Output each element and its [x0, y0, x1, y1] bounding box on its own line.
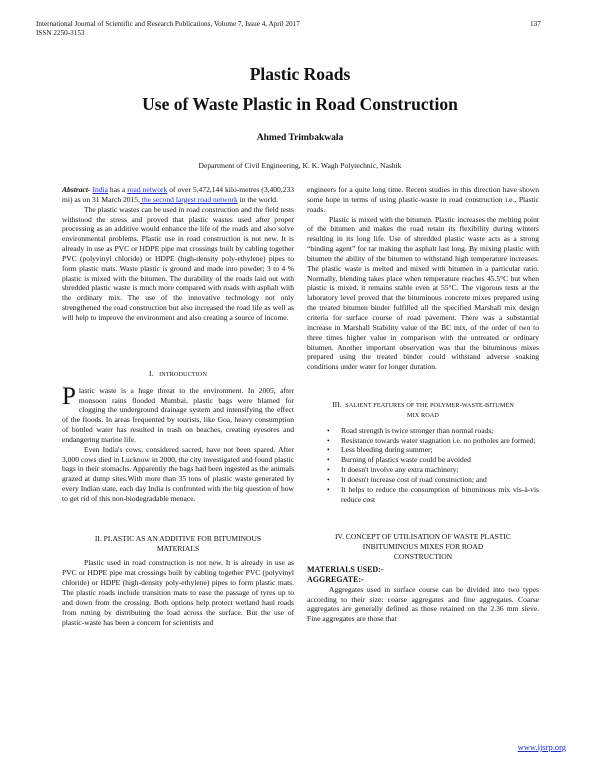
list-item: • Burning of plastics waste could be avoided: [307, 455, 539, 465]
author: Ahmed Trimbakwala: [256, 133, 344, 143]
list-item: • Road strength is twice stronger than normal roads;: [307, 426, 539, 436]
issn: ISSN 2250-3153: [36, 29, 85, 37]
section-heading-concept-line3: CONSTRUCTION: [393, 552, 453, 562]
link-second-largest[interactable]: the second largest road network: [139, 194, 238, 204]
section-number: I.: [148, 368, 154, 378]
section-heading-concept: IV. CONCEPT OF UTILISATION OF WASTE PLASTIC: [335, 532, 511, 542]
section-heading-plastic-additive: II. PLASTIC AS AN ADDITIVE FOR BITUMINOUS: [94, 533, 262, 543]
subheading-materials: MATERIALS USED:-: [307, 565, 384, 574]
paper-title-line2: Use of Waste Plastic in Road Construction: [142, 94, 458, 114]
bitumen-paragraph: Plastic is mixed with the bitumen. Plastic increases the melting point of the bitumen and makes the road retain its flexibility during winters resulting in its long life. Use of shredded plastic waste acts as a strong “binding agent” for tar making the asphalt last long. By mixing plastic with bitumen the ability of the bitumen to withstand high temperature increases. The plastic waste is melted and mixed with bitumen in a particular ratio. Normally, blending takes place when temperature reaches 45.5°C but when plastic is mixed, it remains stable even at 55°C. The vigorous tests at the laboratory level proved that the bituminous concrete mixes prepared using the treated bitumen binder fulfilled all the specified Marshall mix design criteria for surface course of road pavement. There was a substantial increase in Marshall Stability value of the BC mix, of the order of two to three times higher value in comparison with the untreated or ordinary bitumen. Another important observation was that the bituminous mixes prepared using the treated binder could withstand adverse soaking conditions under water for longer duration.: [307, 214, 539, 372]
aggregate-paragraph: Aggregates used in surface course can be divided into two types according to their size: coarse aggregates and fine aggregates. Coarse aggregates are generally defined as those retained on the 2.36 mm sieve. Fine aggregates are those that: [307, 584, 539, 624]
subheading-aggregate: AGGREGATE:-: [307, 574, 364, 584]
journal-name: International Journal of Scientific and Research Publications, Volume 7, Issue 4, April 2017: [36, 20, 300, 28]
section-title: SALIENT FEATURES OF THE POLYMER-WASTE-BITUMEN: [345, 402, 514, 410]
running-header: [36, 20, 456, 38]
list-item: • Resistance towards water stagnation i.e. no potholes are formed;: [307, 436, 539, 446]
right-column: [307, 185, 539, 624]
abstract-label: Abstract-: [62, 185, 91, 194]
paper-title-line1: Plastic Roads: [249, 64, 351, 84]
section-heading-salient-features-line2: MIX ROAD: [407, 411, 439, 419]
intro-paragraph-2: Even India's cows, considered sacred, have not been spared. After 3,000 cows died in Lucknow in 2000, the city investigated and found plastic bags in their stomachs. Apparently the bags had been ingested as the animals grazed at dump sites.With more than 35 tons of plastic waste generated by every Indian state, each day India is confronted with the big question of how to get rid of this non-biodegradable menace.: [62, 444, 295, 503]
section-heading-introduction: [62, 369, 294, 380]
footer-website-link[interactable]: www.ijsrp.org: [517, 742, 566, 752]
abstract: [62, 185, 294, 205]
link-road-network[interactable]: road network: [127, 185, 168, 194]
abstract-text: of over 5,472,144 kilo-metres (3,400,233 mi) as on 31 March 2015,: [62, 185, 295, 204]
list-item: • It helps to reduce the consumption of bituminous mix vis-à-vis reduce cost: [307, 485, 539, 505]
abstract-text: has a: [107, 185, 128, 194]
section-heading-plastic-additive-line2: MATERIALS: [156, 543, 200, 553]
continued-paragraph: engineers for a quite long time. Recent studies in this direction have shown some hope in terms of using plastic-waste in road construction i.e., Plastic roads.: [307, 185, 539, 214]
list-item: • It doesn't increase cost of road construction; and: [307, 475, 539, 485]
intro-text: lastic waste is a huge threat to the environment. In 2005, after monsoon rains flooded Mumbai, plastic bags were blamed for clogging the underground drainage system and intensifying the effect of the floods. In areas frequented by tourists, like Goa, heavy consumption of bottled water has resulted in trash on beaches, creating eyesores and endangering marine life.: [62, 385, 294, 444]
link-india[interactable]: India: [92, 185, 108, 194]
drop-cap: P: [62, 382, 76, 410]
abstract-paragraph: The plastic wastes can be used in road construction and the field tests withstood the stress and proved that plastic wastes used after proper processing as an additive would enhance the life of the roads and also solve environmental problems. Plastic use in road construction is not new. It is already in use as PVC or HDPE pipe mat crossings built by cabling together PVC (polyvinyl chloride) or HDPE (high-density poly-ethylene) pipes to form plastic mats. Waste plastic is ground and made into powder; 3 to 4 % plastic is mixed with the bitumen. The durability of the roads laid out with shredded plastic waste is much more compared with roads with asphalt with the ordinary mix. The use of the innovative technology not only strengthened the road construction but also increased the road life as well as will help to improve the environment and also creating a source of income.: [62, 204, 294, 322]
left-column: [62, 185, 294, 627]
section-number: III.: [332, 400, 342, 410]
section-heading-salient-features: [307, 400, 539, 411]
list-item: • It doesn't involve any extra machinery;: [307, 465, 539, 475]
list-item: • Less bleeding during summer;: [307, 445, 539, 455]
page-number: 137: [530, 20, 541, 28]
affiliation: Department of Civil Engineering, K. K. Wagh Polytechnic, Nashik: [198, 161, 402, 170]
abstract-text: in the world.: [237, 194, 278, 204]
intro-paragraph-1: [62, 382, 294, 445]
section-heading-concept-line2: INBITUMINOUS MIXES FOR ROAD: [362, 542, 484, 552]
section-title: INTRODUCTION: [159, 370, 208, 378]
section2-paragraph: Plastic used in road construction is not new. It is already in use as PVC or HDPE pipe mat crossings built by cabling together PVC (polyvinyl chloride) or HDPE (high-density poly-ethylene) pipes to form plastic mats. The plastic roads include transition mats to ease the passage of tyres up to and down from the crossing. Both options help protect wetland haul roads from rutting by distributing the load across the surface. But the use of plastic-waste has been a concern for scientists and: [62, 558, 294, 627]
features-list: [307, 426, 539, 505]
